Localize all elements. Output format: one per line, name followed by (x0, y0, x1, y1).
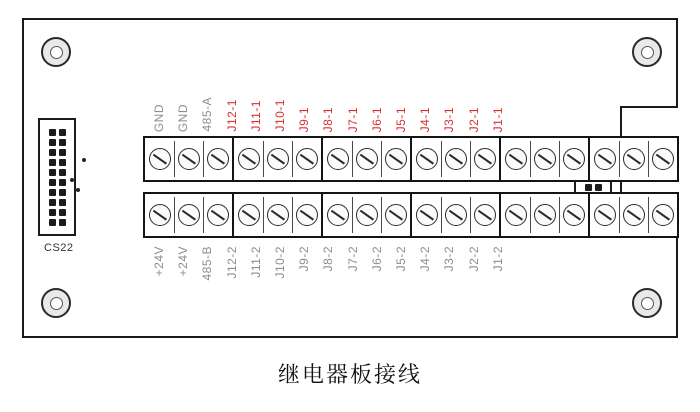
terminal-screw-cell[interactable] (323, 138, 352, 180)
screw-icon (207, 148, 229, 170)
screw-icon (416, 148, 438, 170)
header-pin (59, 189, 66, 196)
pin-label (436, 40, 462, 132)
terminal-screw-cell[interactable] (263, 194, 292, 236)
pin-label-text: J8-2 (321, 246, 336, 272)
terminal-screw-cell[interactable] (619, 194, 648, 236)
pin-label (340, 40, 366, 132)
header-pin (595, 184, 602, 191)
pin-label-text: J6-1 (369, 106, 384, 132)
connector-label-cs22: CS22 (44, 242, 74, 254)
terminal-block-group (410, 192, 501, 238)
terminal-screw-cell[interactable] (619, 138, 648, 180)
header-pin (49, 159, 56, 166)
header-pin (59, 159, 66, 166)
screw-icon (385, 204, 407, 226)
header-pin (49, 219, 56, 226)
screw-icon (416, 204, 438, 226)
screw-icon (534, 204, 556, 226)
terminal-screw-cell[interactable] (145, 138, 174, 180)
pin-label-text: GND (176, 103, 191, 132)
screw-icon (149, 148, 171, 170)
pin-label-text: J7-2 (345, 246, 360, 272)
pin-label-text: J10-2 (273, 246, 287, 279)
pin-label-text: GND (152, 103, 166, 132)
terminal-screw-cell[interactable] (648, 194, 677, 236)
terminal-screw-cell[interactable] (441, 194, 470, 236)
terminal-screw-cell[interactable] (203, 138, 232, 180)
terminal-block-group (143, 192, 234, 238)
screw-icon (505, 148, 527, 170)
mounting-hole-top-left (41, 37, 71, 67)
terminal-block-group (321, 136, 412, 182)
screw-icon (238, 148, 260, 170)
pin-label-text: J3-2 (442, 246, 457, 272)
pin-label-text: +24V (152, 246, 166, 277)
pin-label (243, 40, 269, 132)
header-pin (49, 149, 56, 156)
screw-icon (563, 204, 585, 226)
screw-icon (594, 204, 616, 226)
terminal-screw-cell[interactable] (352, 138, 381, 180)
screw-icon (652, 204, 674, 226)
pin-label (291, 40, 317, 132)
pin-label (146, 40, 172, 132)
terminal-screw-cell[interactable] (174, 138, 203, 180)
pin-label-text: J10-1 (273, 99, 287, 132)
terminal-block-group (410, 136, 501, 182)
terminal-screw-cell[interactable] (530, 138, 559, 180)
header-pin (59, 169, 66, 176)
terminal-block-row-bottom (143, 192, 506, 238)
pin-label-text: J5-1 (394, 106, 408, 132)
terminal-screw-cell[interactable] (559, 138, 588, 180)
pcb-via-dot (70, 178, 74, 182)
terminal-screw-cell[interactable] (381, 194, 410, 236)
pcb-via-dot (82, 158, 86, 162)
terminal-block-group (499, 136, 590, 182)
screw-icon (296, 148, 318, 170)
header-pin (59, 139, 66, 146)
pin-label (219, 40, 245, 132)
pin-label (219, 246, 245, 338)
pin-label (412, 40, 438, 132)
pin-label (364, 246, 390, 338)
header-pin (49, 179, 56, 186)
pin-label-text: J2-1 (466, 106, 481, 132)
pin-label (388, 40, 414, 132)
pin-label-text: J11-2 (248, 246, 263, 278)
mounting-hole-bottom-right (632, 288, 662, 318)
pin-label-text: J8-1 (321, 106, 336, 132)
pin-label (412, 246, 438, 338)
terminal-screw-cell[interactable] (174, 194, 203, 236)
terminal-screw-cell[interactable] (648, 138, 677, 180)
terminal-screw-cell[interactable] (234, 138, 263, 180)
terminal-screw-cell[interactable] (352, 194, 381, 236)
terminal-screw-cell[interactable] (441, 138, 470, 180)
header-pin (49, 139, 56, 146)
pin-label (146, 246, 172, 338)
pin-label-text: J9-1 (297, 106, 312, 132)
screw-icon (474, 148, 496, 170)
terminal-block-group (232, 192, 323, 238)
terminal-block-row-top (143, 136, 506, 182)
pin-label (170, 40, 196, 132)
pcb-via-dot (76, 188, 80, 192)
terminal-screw-cell[interactable] (323, 194, 352, 236)
pin-label-text: J1-2 (490, 246, 505, 272)
screw-icon (445, 148, 467, 170)
pin-label (267, 246, 293, 338)
header-pin (59, 219, 66, 226)
terminal-block-group (232, 136, 323, 182)
terminal-screw-cell[interactable] (590, 138, 619, 180)
pin-label (315, 40, 341, 132)
screw-icon (178, 148, 200, 170)
pin-label (267, 40, 293, 132)
screw-icon (623, 148, 645, 170)
terminal-screw-cell[interactable] (590, 194, 619, 236)
terminal-screw-cell[interactable] (501, 138, 530, 180)
screw-icon (207, 204, 229, 226)
screw-icon (356, 204, 378, 226)
pin-label-text: J12-1 (224, 99, 239, 132)
header-pin (59, 149, 66, 156)
pin-label (461, 40, 487, 132)
terminal-block-group (499, 192, 590, 238)
mounting-hole-top-right (632, 37, 662, 67)
terminal-screw-cell[interactable] (381, 138, 410, 180)
header-pin (49, 209, 56, 216)
screw-icon (238, 204, 260, 226)
terminal-screw-cell[interactable] (263, 138, 292, 180)
terminal-screw-cell[interactable] (470, 138, 499, 180)
pin-label (291, 246, 317, 338)
screw-icon (623, 204, 645, 226)
header-pin (585, 184, 592, 191)
terminal-screw-cell[interactable] (412, 194, 441, 236)
terminal-screw-cell[interactable] (470, 194, 499, 236)
pin-label (243, 246, 269, 338)
terminal-screw-cell[interactable] (145, 194, 174, 236)
pin-label (364, 40, 390, 132)
screw-icon (267, 204, 289, 226)
screw-icon (327, 148, 349, 170)
screw-icon (356, 148, 378, 170)
terminal-block-group (588, 136, 679, 182)
screw-icon (534, 148, 556, 170)
pin-label (485, 246, 511, 338)
header-pin (49, 169, 56, 176)
terminal-screw-cell[interactable] (501, 194, 530, 236)
pin-label (194, 246, 220, 338)
pin-label-text: J4-2 (418, 246, 433, 272)
pin-header-cs22 (38, 118, 76, 236)
terminal-screw-cell[interactable] (234, 194, 263, 236)
terminal-block-group (143, 136, 234, 182)
pin-label-text: J6-2 (369, 246, 384, 272)
screw-icon (267, 148, 289, 170)
header-pin (59, 129, 66, 136)
terminal-screw-cell[interactable] (530, 194, 559, 236)
pin-label-text: J4-1 (418, 106, 433, 132)
terminal-screw-cell[interactable] (203, 194, 232, 236)
terminal-screw-cell[interactable] (292, 138, 321, 180)
screw-icon (505, 204, 527, 226)
pin-label-text: J11-1 (248, 100, 263, 132)
pin-label (485, 40, 511, 132)
header-pin (59, 199, 66, 206)
screw-icon (385, 148, 407, 170)
screw-icon (474, 204, 496, 226)
screw-icon (296, 204, 318, 226)
pin-label-text: 485-A (200, 97, 215, 132)
header-pin (59, 209, 66, 216)
header-pin (49, 199, 56, 206)
screw-icon (652, 148, 674, 170)
screw-icon (327, 204, 349, 226)
pin-label (461, 246, 487, 338)
pin-label (170, 246, 196, 338)
header-pin (49, 129, 56, 136)
screw-icon (149, 204, 171, 226)
pin-label-text: 485-B (200, 246, 215, 281)
pin-label-text: J5-2 (394, 246, 408, 272)
terminal-screw-cell[interactable] (559, 194, 588, 236)
pin-label-text: J3-1 (442, 106, 457, 132)
screw-icon (563, 148, 585, 170)
pin-label-text: J2-2 (466, 246, 481, 272)
header-pin (49, 189, 56, 196)
pin-label-text: J12-2 (224, 246, 239, 279)
screw-icon (178, 204, 200, 226)
pin-label-text: +24V (176, 246, 191, 277)
mounting-hole-bottom-left (41, 288, 71, 318)
terminal-screw-cell[interactable] (412, 138, 441, 180)
screw-icon (445, 204, 467, 226)
pin-label (436, 246, 462, 338)
pin-label (315, 246, 341, 338)
terminal-screw-cell[interactable] (292, 194, 321, 236)
terminal-block-group (588, 192, 679, 238)
pin-label (340, 246, 366, 338)
diagram-caption: 继电器板接线 (277, 362, 422, 387)
pin-label (194, 40, 220, 132)
pin-label-text: J7-1 (345, 106, 360, 132)
header-pin (59, 179, 66, 186)
pin-label (388, 246, 414, 338)
screw-icon (594, 148, 616, 170)
pin-label-text: J9-2 (297, 246, 312, 272)
terminal-block-group (321, 192, 412, 238)
pin-label-text: J1-1 (490, 106, 505, 132)
